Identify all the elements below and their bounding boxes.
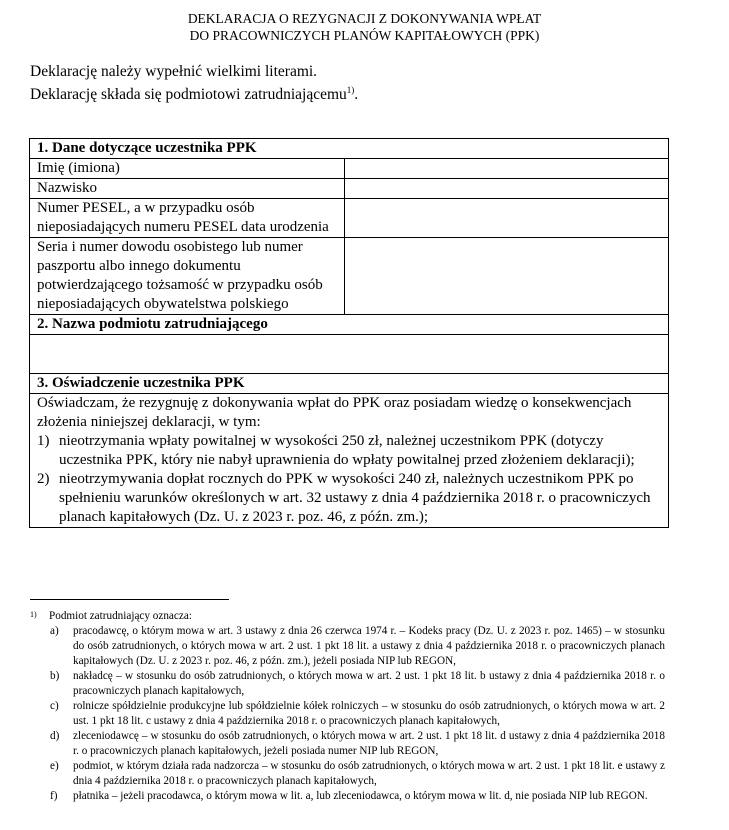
footnote-item	[30, 759, 665, 789]
pesel-label: Numer PESEL, a w przypadku osób nieposiadających numeru PESEL data urodzenia	[30, 199, 345, 238]
form-row-first-name	[30, 159, 669, 179]
document-title-line-1: DEKLARACJA O REZYGNACJI Z DOKONYWANIA WPŁAT	[187, 11, 542, 26]
footnote-letter: b)	[50, 670, 60, 682]
footnote-text: podmiot, w którym działa rada nadzorcza – w stosunku do osób zatrudnionych, o których mowa w art. 2 ust. 1 pkt 18 lit. e ustawy z dnia 4 października 2018 r. o pracowniczych planach kapitałowych,	[73, 760, 665, 787]
statement-cell	[30, 394, 669, 528]
section-1-header: 1. Dane dotyczące uczestnika PPK	[30, 139, 669, 159]
section-2-header: 2. Nazwa podmiotu zatrudniającego	[30, 315, 669, 335]
surname-field[interactable]	[345, 179, 669, 199]
instruction-submit-text: Deklarację składa się podmiotowi zatrudniającemu	[30, 86, 347, 104]
footnote-mark: 1)	[30, 610, 37, 619]
footnotes	[30, 609, 665, 804]
footnote-letter: f)	[50, 790, 58, 802]
pesel-field[interactable]	[345, 199, 669, 238]
first-name-label: Imię (imiona)	[30, 159, 345, 179]
id-document-label: Seria i numer dowodu osobistego lub numer paszportu albo innego dokumentu potwierdzającego tożsamość w przypadku osób nieposiadających obywatelstwa polskiego	[30, 238, 345, 315]
item-text: nieotrzymania wpłaty powitalnej w wysokości 250 zł, należnej uczestnikom PPK (dotyczy uczestnika PPK, który nie nabył uprawnienia do wpłaty powitalnej przed złożeniem deklaracji);	[59, 433, 635, 468]
statement-intro: Oświadczam, że rezygnuję z dokonywania wpłat do PPK oraz posiadam wiedzę o konsekwencjach złożenia niniejszej deklaracji, w tym:	[37, 395, 632, 430]
item-number: 2)	[37, 471, 50, 487]
footnote-heading	[30, 609, 665, 624]
form-row-surname	[30, 179, 669, 199]
document-title	[0, 10, 729, 44]
footnote-text: pracodawcę, o którym mowa w art. 3 ustawy z dnia 26 czerwca 1974 r. – Kodeks pracy (Dz. U. z 2023 r. poz. 1465) – w stosunku do osób zatrudnionych, o których mowa w art. 2 ust. 1 pkt 18 lit. a ustawy z dnia 4 października 2018 r. o pracowniczych planach kapitałowych (Dz. U. z 2023 r. poz. 46, z późn. zm.), jeżeli posiada NIP lub REGON,	[73, 625, 665, 667]
instructions	[30, 62, 358, 104]
first-name-field[interactable]	[345, 159, 669, 179]
document-title-line-2: DO PRACOWNICZYCH PLANÓW KAPITAŁOWYCH (PPK)	[189, 28, 540, 43]
footnote-letter: c)	[50, 700, 59, 712]
employer-name-field[interactable]	[30, 335, 669, 374]
footnote-text: rolnicze spółdzielnie produkcyjne lub spółdzielnie kółek rolniczych – w stosunku do osób zatrudnionych, o których mowa w art. 2 ust. 1 pkt 18 lit. c ustawy z dnia 4 października 2018 r. o pracowniczych planach kapitałowych,	[73, 700, 665, 727]
footnote-letter: e)	[50, 760, 59, 772]
footnote-item	[30, 789, 665, 804]
footnote-text: nakładcę – w stosunku do osób zatrudnionych, o których mowa w art. 2 ust. 1 pkt 18 lit. b ustawy z dnia 4 października 2018 r. o pracowniczych planach kapitałowych,	[73, 670, 665, 697]
declaration-form-table	[29, 138, 669, 528]
footnote-item	[30, 699, 665, 729]
instruction-uppercase: Deklarację należy wypełnić wielkimi literami.	[30, 63, 318, 80]
footnote-text: zleceniodawcę – w stosunku do osób zatrudnionych, o których mowa w art. 2 ust. 1 pkt 18 lit. d ustawy z dnia 4 października 2018 r. o pracowniczych planach kapitałowych, jeżeli posiada numer NIP lub REGON,	[73, 730, 665, 757]
surname-label: Nazwisko	[30, 179, 345, 199]
consequence-item	[37, 432, 668, 470]
consequences-list	[37, 432, 668, 527]
instruction-submit-end: .	[354, 86, 359, 104]
footnote-item	[30, 729, 665, 759]
footnote-letter: a)	[50, 625, 59, 637]
id-document-field[interactable]	[345, 238, 669, 315]
footnote-item	[30, 669, 665, 699]
section-3-header: 3. Oświadczenie uczestnika PPK	[30, 374, 669, 394]
instruction-submit	[30, 81, 358, 104]
form-row-id-document	[30, 238, 669, 315]
footnote-reference: 1)	[346, 85, 355, 95]
item-number: 1)	[37, 433, 50, 449]
footnote-item	[30, 624, 665, 669]
footnote-heading-text: Podmiot zatrudniający oznacza:	[49, 610, 192, 622]
consequence-item	[37, 470, 668, 527]
item-text: nieotrzymywania dopłat rocznych do PPK w wysokości 240 zł, należnych uczestnikom PPK po spełnieniu warunków określonych w art. 32 ustawy z dnia 4 października 2018 r. o pracowniczych planach kapitałowych (Dz. U. z 2023 r. poz. 46, z późn. zm.);	[59, 471, 651, 525]
footnote-list	[30, 624, 665, 804]
footnote-text: płatnika – jeżeli pracodawca, o którym mowa w lit. a, lub zleceniodawca, o którym mowa w lit. d, nie posiada NIP lub REGON.	[73, 790, 648, 802]
form-row-pesel	[30, 199, 669, 238]
footnote-separator	[30, 599, 229, 600]
footnote-letter: d)	[50, 730, 60, 742]
